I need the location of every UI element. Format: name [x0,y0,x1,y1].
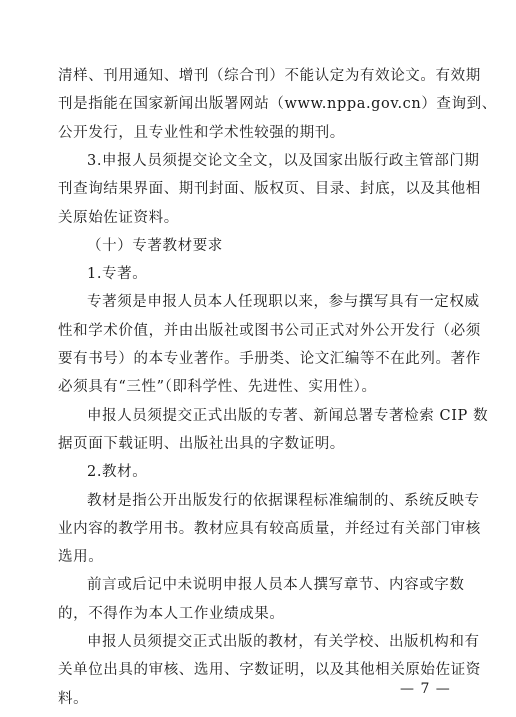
text-line-10: 性和学术价值，并由出版社或图书公司正式对外公开发行（必须 [58,322,481,339]
text-line-3: 公开发行，且专业性和学术性较强的期刊。 [58,124,345,141]
text-line-5: 刊查询结果界面、期刊封面、版权页、目录、封底，以及其他相 [58,181,481,198]
text-line-22: 关单位出具的审核、选用、字数证明，以及其他相关原始佐证资 [58,662,481,679]
text-line-23: 料。 [58,690,89,707]
text-line-19: 前言或后记中未说明申报人员本人撰写章节、内容或字数 [87,577,465,594]
text-line-6: 关原始佐证资料。 [58,209,179,226]
subsection-heading-textbook: 2.教材。 [87,464,148,481]
text-line-20: 的，不得作为本人工作业绩成果。 [58,605,285,622]
text-line-11: 要有书号）的本专业著作。手册类、论文汇编等不在此列。著作 [58,351,481,367]
text-line-14: 据页面下载证明、出版社出具的字数证明。 [58,435,345,452]
text-line-17: 业内容的教学用书。教材应具有较高质量，并经过有关部门审核 [58,520,481,537]
page-number: — 7 — [400,681,451,697]
subsection-heading-monograph: 1.专著。 [87,266,148,283]
text-line-18: 选用。 [58,549,104,566]
text-line-4: 3.申报人员须提交论文全文，以及国家出版行政主管部门期 [87,152,480,169]
text-line-2: 刊是指能在国家新闻出版署网站（www.nppa.gov.cn）查询到、 [58,96,497,113]
text-line-13: 申报人员须提交正式出版的专著、新闻总署专著检索 CIP 数 [87,407,489,424]
text-line-1: 清样、刊用通知、增刊（综合刊）不能认定为有效论文。有效期 [58,68,481,84]
text-line-21: 申报人员须提交正式出版的教材，有关学校、出版机构和有 [87,634,480,650]
section-heading: （十）专著教材要求 [87,237,223,254]
text-line-9: 专著须是申报人员本人任现职以来，参与撰写具有一定权威 [87,294,480,311]
text-line-16: 教材是指公开出版发行的依据课程标准编制的、系统反映专 [87,492,480,509]
text-line-12: 必须具有“三性”（即科学性、先进性、实用性）。 [58,379,377,396]
